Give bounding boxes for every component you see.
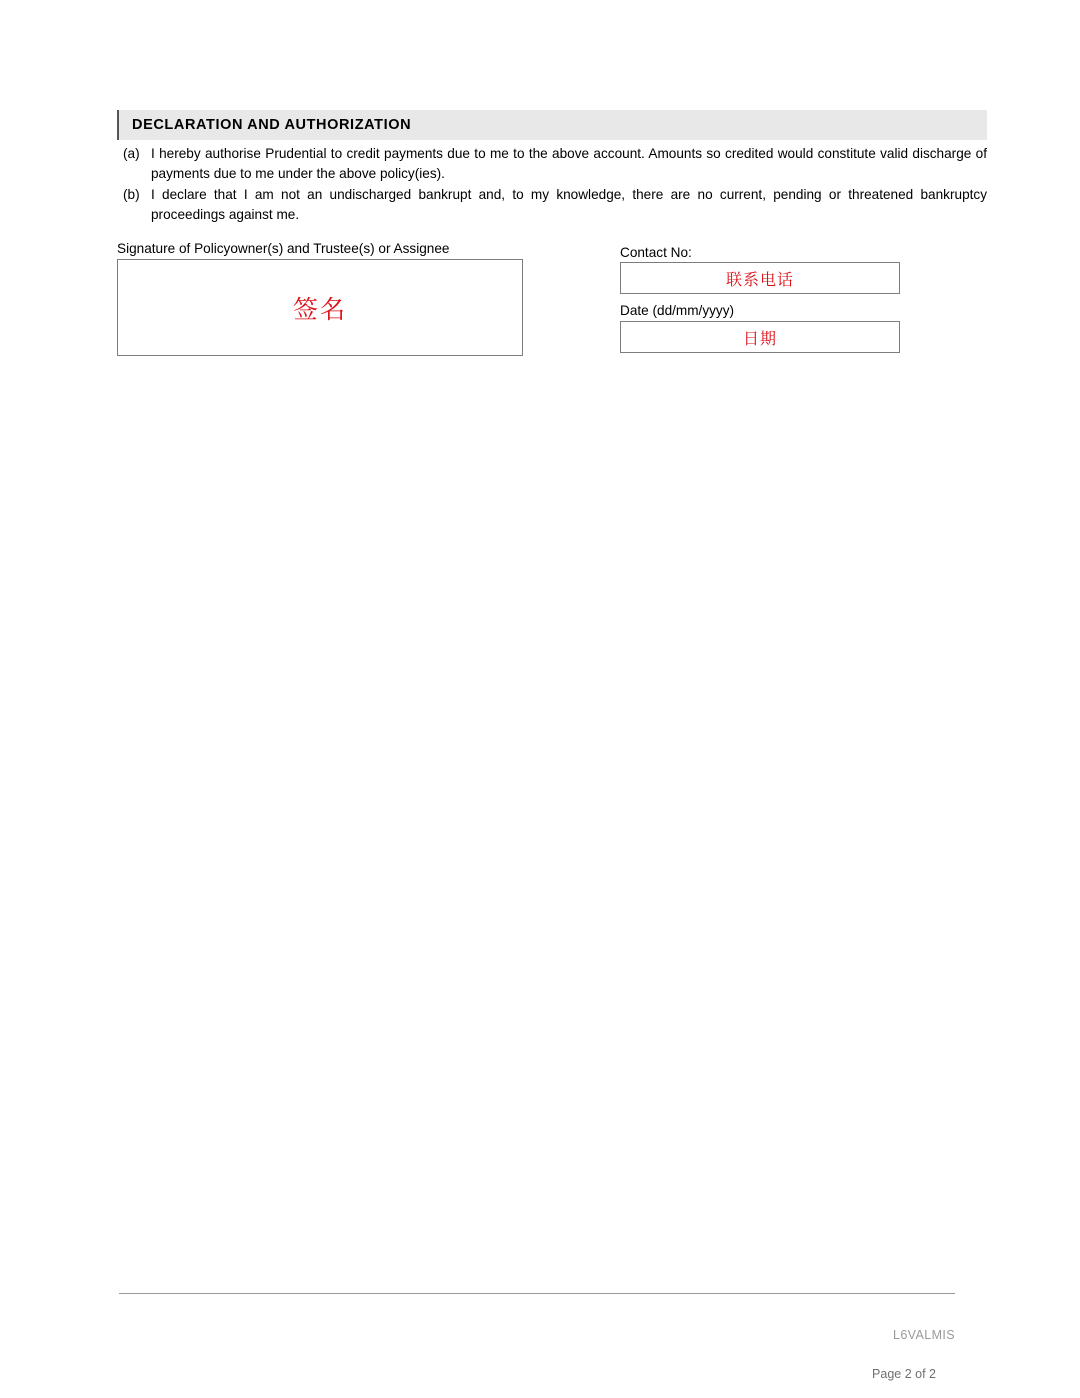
clause-a-text: I hereby authorise Prudential to credit payments due to me to the above account. Amounts so credited would constitute valid discharge of payments due to me under the above policy(ies).	[151, 146, 987, 181]
section-header-declaration	[117, 110, 987, 140]
date-label: Date (dd/mm/yyyy)	[620, 303, 735, 318]
form-code: L6VALMIS	[892, 1328, 955, 1342]
clause-a	[117, 144, 987, 184]
clause-b-text: I declare that I am not an undischarged bankrupt and, to my knowledge, there are no current, pending or threatened bankruptcy proceedings against me.	[151, 187, 987, 222]
page-number: Page 2 of 2	[872, 1367, 936, 1381]
contact-label: Contact No:	[620, 245, 692, 260]
signature-label: Signature of Policyowner(s) and Trustee(s) or Assignee	[117, 241, 450, 256]
section-title: DECLARATION AND AUTHORIZATION	[132, 117, 412, 133]
signature-field[interactable]	[117, 259, 523, 356]
clause-b	[117, 185, 987, 225]
declaration-clauses	[117, 144, 987, 226]
clause-b-marker: (b)	[123, 187, 140, 202]
date-field[interactable]	[620, 321, 900, 353]
date-value: 日期	[742, 330, 777, 348]
footer-divider	[119, 1293, 955, 1294]
signature-value: 签名	[292, 295, 347, 324]
clause-a-marker: (a)	[123, 146, 140, 161]
contact-number-value: 联系电话	[725, 271, 794, 289]
contact-number-field[interactable]	[620, 262, 900, 294]
